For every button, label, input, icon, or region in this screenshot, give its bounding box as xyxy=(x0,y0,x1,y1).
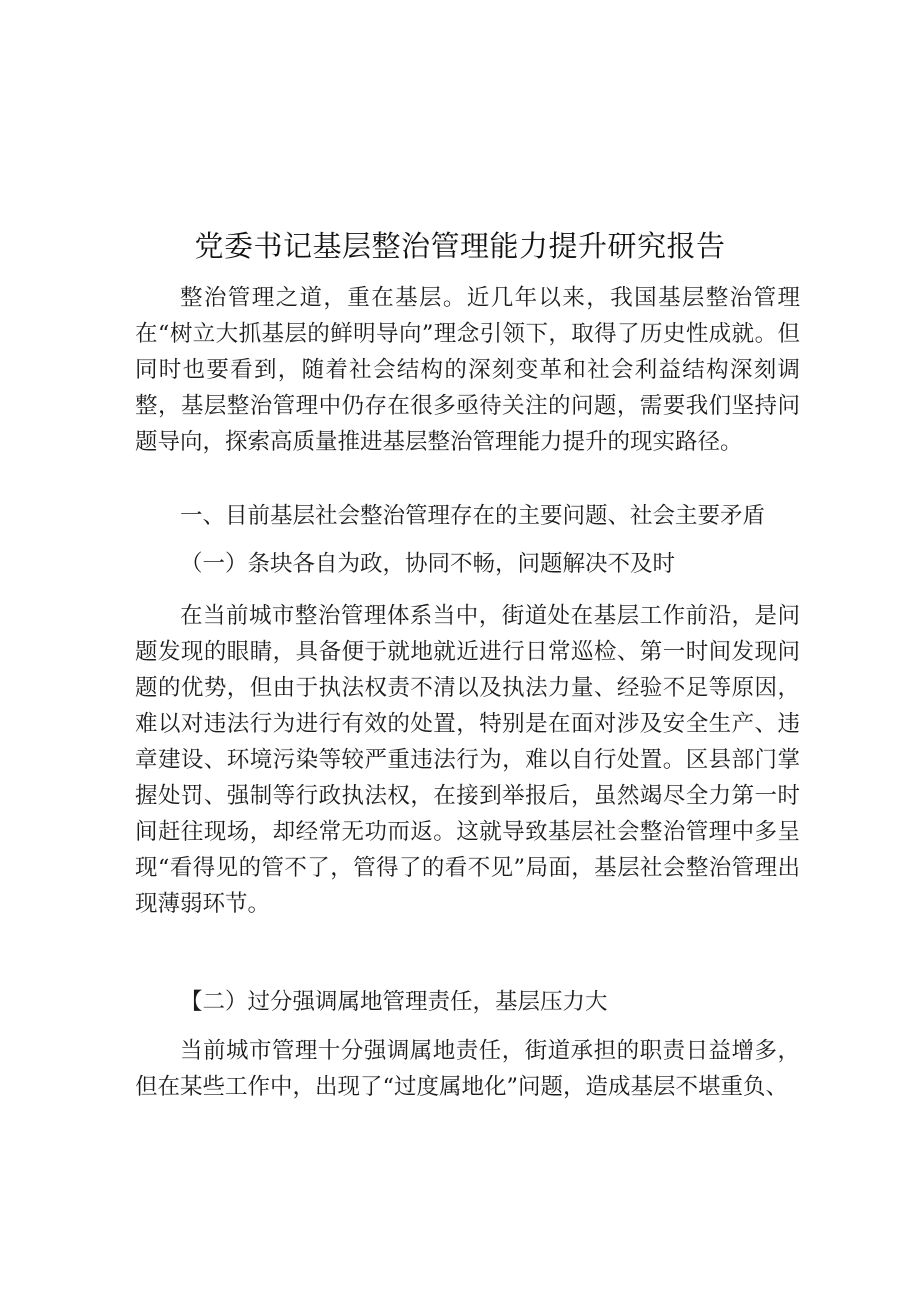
intro-paragraph: 整治管理之道，重在基层。近几年以来，我国基层整治管理在“树立大抓基层的鲜明导向”理念引领下，取得了历史性成就。但同时也要看到，随着社会结构的深刻变革和社会利益结构深刻调整，基层整治管理中仍存在很多亟待关注的问题，需要我们坚持问题导向，探索高质量推进基层整治管理能力提升的现实路径。 xyxy=(135,285,800,455)
subsection-heading-1: （一）条块各自为政，协同不畅，问题解决不及时 xyxy=(180,551,676,577)
subsection-heading-2: 【二）过分强调属地管理责任，基层压力大 xyxy=(180,989,608,1015)
section-heading-1: 一、目前基层社会整治管理存在的主要问题、社会主要矛盾 xyxy=(180,503,766,529)
subsection-body-1: 在当前城市整治管理体系当中，街道处在基层工作前沿，是问题发现的眼睛，具备便于就地就近进行日常巡检、第一时间发现问题的优势，但由于执法权责不清以及执法力量、经验不足等原因，难以对违法行为进行有效的处置，特别是在面对涉及安全生产、违章建设、环境污染等较严重违法行为，难以自行处置。区县部门掌握处罚、强制等行政执法权，在接到举报后，虽然竭尽全力第一时间赶往现场，却经常无功而返。这就导致基层社会整治管理中多呈现“看得见的管不了，管得了的看不见”局面，基层社会整治管理出现薄弱环节。 xyxy=(135,603,800,917)
document-title: 党委书记基层整治管理能力提升研究报告 xyxy=(194,229,726,263)
subsection-body-2: 当前城市管理十分强调属地责任，街道承担的职责日益增多，但在某些工作中，出现了“过度属地化”问题，造成基层不堪重负、 xyxy=(135,1038,800,1100)
